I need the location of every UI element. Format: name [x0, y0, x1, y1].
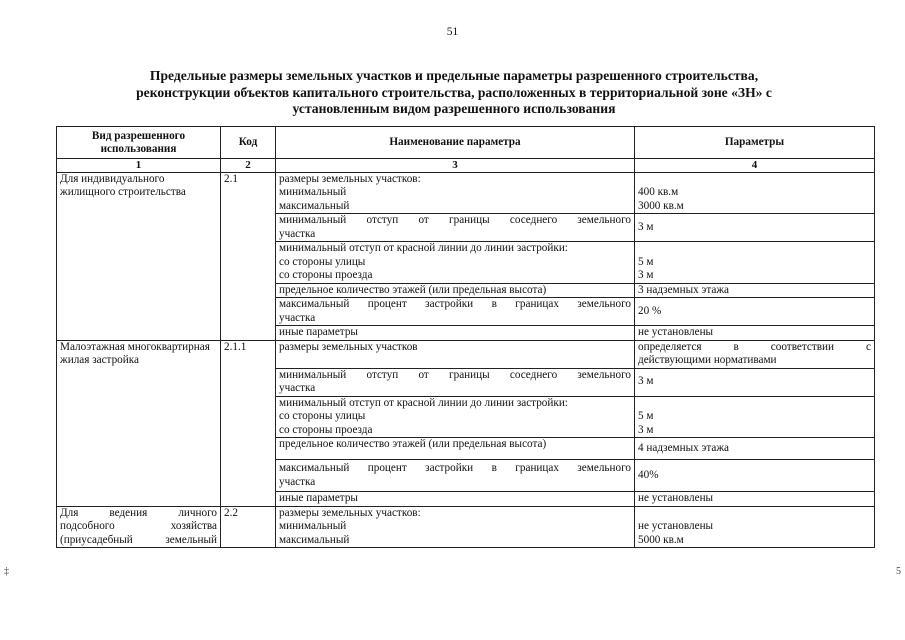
parameter-name-cell — [276, 460, 635, 492]
use-kind-cell: Для ведения личного подсобного хозяйства (приусадебный земельный — [57, 506, 221, 548]
parameter-name-cell — [276, 340, 635, 368]
parameter-value-cell — [635, 172, 875, 214]
parameter-value-cell — [635, 242, 875, 284]
use-kind-cell: Малоэтажная многоквартирная жилая застройка — [57, 340, 221, 506]
parameter-name-cell — [276, 283, 635, 298]
title-line-1: Предельные размеры земельных участков и предельные параметры разрешенного строительства, — [149, 68, 759, 83]
parameter-name-cell — [276, 214, 635, 242]
parameters-table — [56, 126, 875, 548]
column-number-row — [57, 159, 875, 173]
parameter-name-line: участка — [279, 382, 316, 394]
parameter-value-cell — [635, 283, 875, 298]
parameter-value-line: действующими нормативами — [638, 354, 777, 366]
parameter-name-cell — [276, 506, 635, 548]
parameter-name-cell — [276, 396, 635, 438]
parameter-name-line: со стороны проезда — [279, 423, 373, 436]
code-cell: 2.1.1 — [221, 340, 276, 506]
parameter-name-line: максимальный процент застройки в границах земельного — [279, 462, 631, 474]
parameter-value-line: 3 м — [638, 423, 654, 436]
parameter-value-line: 3 надземных этажа — [638, 283, 730, 296]
parameter-name-line: со стороны улицы — [279, 410, 366, 422]
parameter-value-line: 5 м — [638, 410, 654, 422]
parameter-value-cell — [635, 326, 875, 341]
parameter-value-line — [638, 397, 871, 411]
parameter-value-line — [638, 242, 871, 256]
parameter-value-line: 5 м — [638, 255, 654, 268]
parameter-name-cell — [276, 242, 635, 284]
parameter-name-line: минимальный отступ от красной линии до линии застройки: — [279, 396, 568, 409]
column-number: 3 — [276, 159, 635, 173]
parameter-name-line: максимальный — [279, 533, 350, 546]
parameter-name-line: участка — [279, 475, 316, 488]
parameter-name-line: иные параметры — [279, 492, 358, 504]
parameter-name-line: участка — [279, 311, 316, 324]
parameter-value-line: 4 надземных этажа — [638, 441, 730, 454]
parameter-name-line: минимальный отступ от красной линии до линии застройки: — [279, 242, 568, 254]
column-number: 1 — [57, 159, 221, 173]
use-kind-cell: Для индивидуального жилищного строительства — [57, 172, 221, 340]
parameter-name-line: предельное количество этажей (или предельная высота) — [279, 283, 547, 296]
parameter-name-cell — [276, 172, 635, 214]
page-number: 51 — [446, 26, 459, 38]
parameter-name-cell — [276, 298, 635, 326]
parameter-name-line: размеры земельных участков: — [279, 172, 421, 185]
parameter-name-line: участка — [279, 227, 316, 240]
parameter-name-line: минимальный отступ от границы соседнего земельного — [279, 214, 631, 226]
parameter-value-line — [638, 507, 871, 521]
parameter-name-line: максимальный — [279, 199, 350, 212]
parameter-name-line: минимальный отступ от границы соседнего земельного — [279, 368, 631, 381]
parameter-value-line: не установлены — [638, 492, 714, 504]
column-number: 2 — [221, 159, 276, 173]
table-row — [57, 506, 875, 548]
parameter-value-line: 400 кв.м — [638, 186, 679, 198]
title-line-2: реконструкции объектов капитального строительства, расположенных в территориальной зоне «ЗН» с — [136, 84, 772, 100]
parameter-value-cell — [635, 460, 875, 492]
parameter-name-line: размеры земельных участков — [279, 340, 418, 353]
code-cell: 2.2 — [221, 506, 276, 548]
parameter-value-line: 3 м — [638, 269, 654, 281]
parameter-value-line: 40% — [638, 468, 659, 481]
parameter-value-line: 20 % — [638, 304, 662, 317]
parameter-value-line: 3 м — [638, 220, 654, 233]
parameter-value-cell — [635, 214, 875, 242]
parameter-name-line: иные параметры — [279, 326, 358, 338]
parameter-name-line: максимальный процент застройки в границах земельного — [279, 298, 631, 310]
parameter-value-cell — [635, 340, 875, 368]
parameter-name-line: размеры земельных участков: — [279, 506, 421, 519]
parameter-value-line — [638, 173, 871, 187]
parameter-value-line: 5000 кв.м — [638, 533, 684, 546]
parameter-value-cell — [635, 396, 875, 438]
parameter-value-line: 3 м — [638, 375, 654, 388]
parameter-name-cell — [276, 326, 635, 341]
parameter-name-line: со стороны улицы — [279, 255, 366, 268]
parameter-value-cell — [635, 492, 875, 507]
right-edge-mark: 5 — [896, 566, 901, 577]
header-value: Параметры — [635, 127, 875, 159]
parameter-name-line: предельное количество этажей (или предельная высота) — [279, 438, 547, 450]
parameter-value-cell — [635, 298, 875, 326]
title-line-3: установленным видом разрешенного использования — [292, 101, 616, 116]
parameter-value-cell — [635, 506, 875, 548]
code-cell: 2.1 — [221, 172, 276, 340]
parameter-value-cell — [635, 438, 875, 460]
header-name: Наименование параметра — [276, 127, 635, 159]
header-row — [57, 127, 875, 159]
parameter-name-cell — [276, 492, 635, 507]
parameter-name-line: минимальный — [279, 186, 347, 198]
parameter-name-line: минимальный — [279, 520, 347, 532]
header-code: Код — [221, 127, 276, 159]
parameter-value-cell — [635, 368, 875, 396]
table-row — [57, 340, 875, 368]
column-number: 4 — [635, 159, 875, 173]
parameter-value-line: не установлены — [638, 520, 714, 532]
parameter-value-line: не установлены — [638, 326, 714, 338]
parameter-value-line: определяется в соответствии с — [638, 340, 871, 353]
parameter-name-cell — [276, 438, 635, 460]
document-title — [95, 68, 813, 118]
table-row — [57, 172, 875, 214]
header-kind: Вид разрешенного использования — [57, 127, 221, 159]
parameter-value-line: 3000 кв.м — [638, 199, 684, 212]
parameter-name-line: со стороны проезда — [279, 269, 373, 281]
parameter-name-cell — [276, 368, 635, 396]
left-edge-mark: ‡ — [4, 566, 9, 577]
